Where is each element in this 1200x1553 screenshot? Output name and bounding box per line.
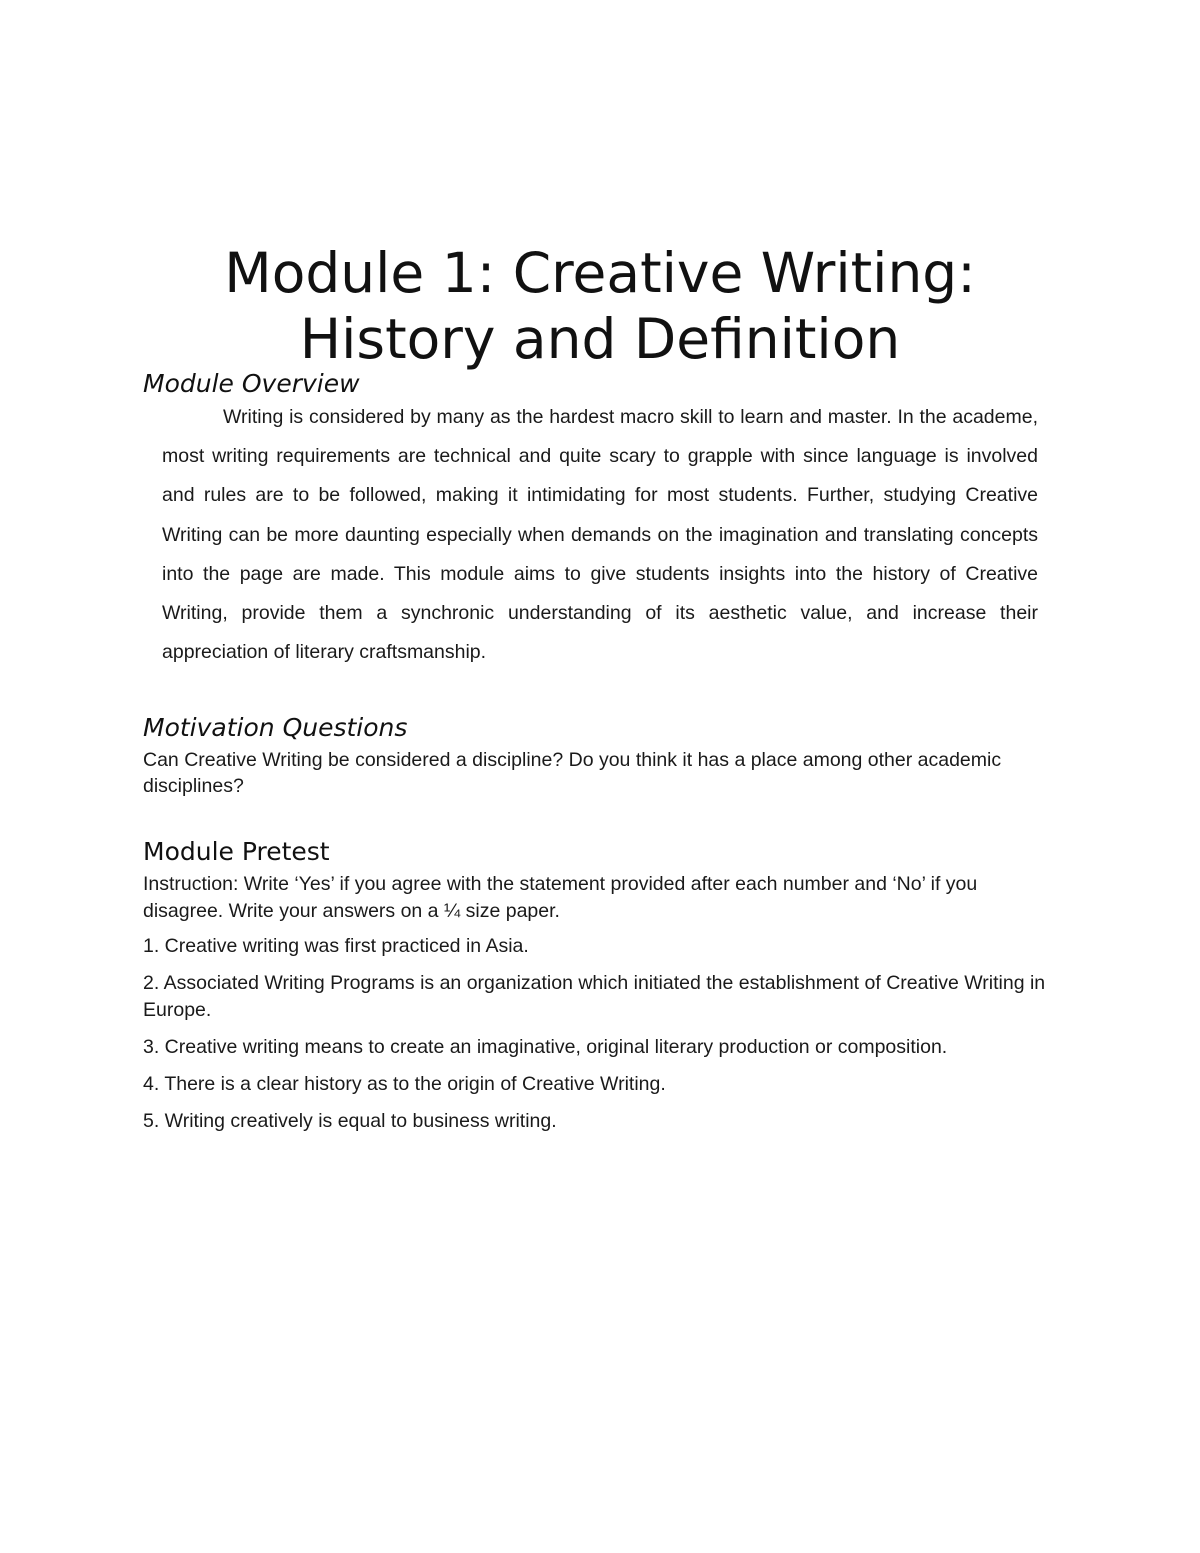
module-overview-heading: Module Overview xyxy=(143,369,360,398)
pretest-item-list xyxy=(143,933,1058,1145)
pretest-item-1: 1. Creative writing was first practiced in Asia. xyxy=(143,935,529,957)
page-title-line-1: Module 1: Creative Writing: xyxy=(224,241,976,305)
page-title xyxy=(100,240,1100,372)
pretest-item-3: 3. Creative writing means to create an imaginative, original literary production or composition. xyxy=(143,1036,948,1058)
pretest-item-5: 5. Writing creatively is equal to business writing. xyxy=(143,1110,557,1132)
pretest-item-2: 2. Associated Writing Programs is an organization which initiated the establishment of Creative Writing in Europe. xyxy=(143,972,1046,1021)
pretest-item-4: 4. There is a clear history as to the origin of Creative Writing. xyxy=(143,1073,666,1095)
pretest-instruction: Instruction: Write ‘Yes’ if you agree with the statement provided after each number and ‘No’ if you disagree. Write your answers on a ¼ size paper. xyxy=(143,873,978,922)
page-title-line-2: History and Definition xyxy=(299,307,901,371)
module-overview-paragraph: Writing is considered by many as the hardest macro skill to learn and master. In the academe, most writing requirements are technical and quite scary to grapple with since language is involved and rules are to be followed, making it intimidating for most students. Further, studying Creative Writing can be more daunting especially when demands on the imagination and translating concepts into the page are made. This module aims to give students insights into the history of Creative Writing, provide them a synchronic understanding of its aesthetic value, and increase their appreciation of literary craftsmanship. xyxy=(162,406,1038,664)
motivation-questions-heading: Motivation Questions xyxy=(143,713,408,742)
module-pretest-heading: Module Pretest xyxy=(143,837,330,866)
motivation-questions-paragraph: Can Creative Writing be considered a discipline? Do you think it has a place among other academic disciplines? xyxy=(143,749,1002,797)
